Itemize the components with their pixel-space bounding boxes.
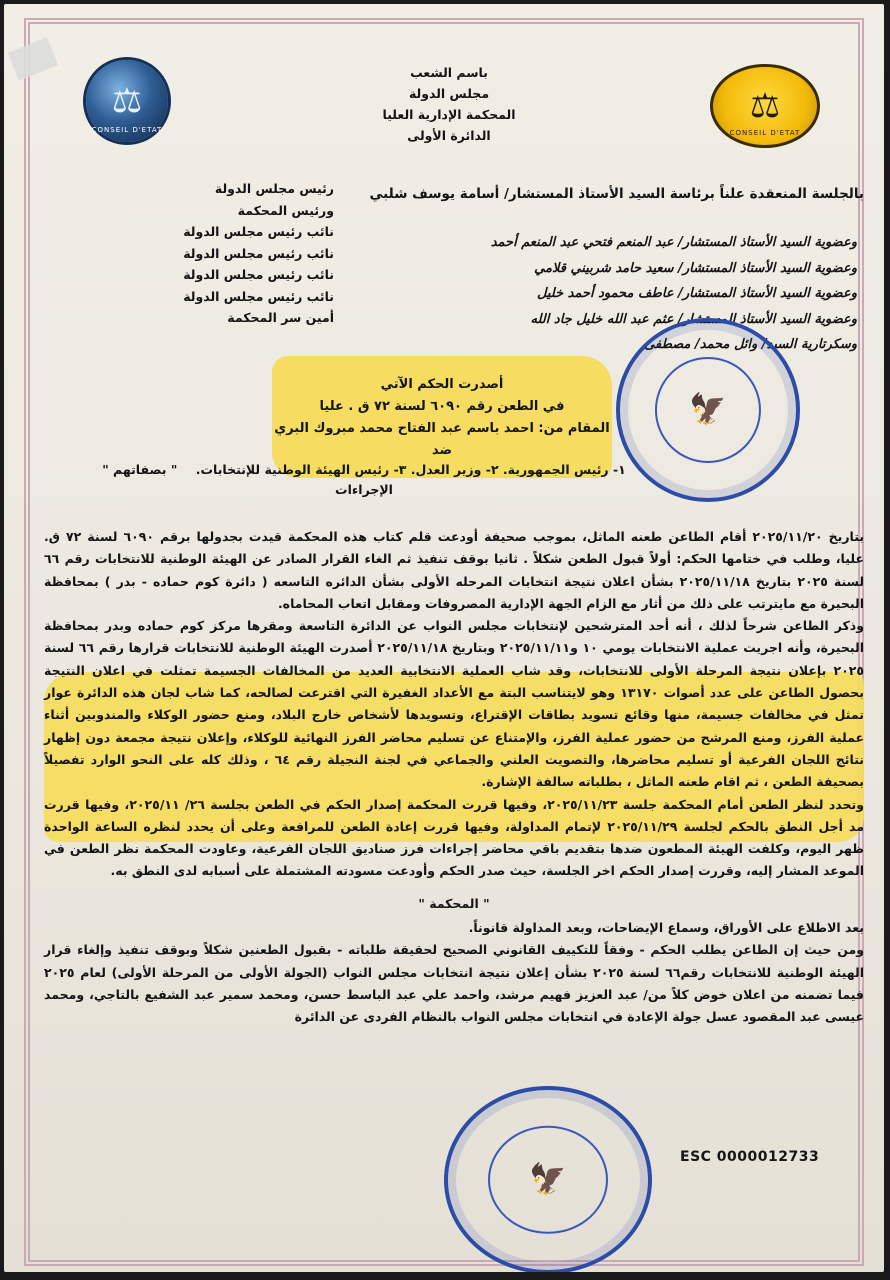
member-title: نائب رئيس مجلس الدولة (183, 224, 334, 239)
judgment-body (44, 526, 864, 1029)
header-line: الدائرة الأولى (407, 128, 491, 143)
header-line: مجلس الدولة (408, 86, 490, 101)
member-title: نائب رئيس مجلس الدولة (183, 267, 334, 282)
capacity-label: " بصفاتهم " (102, 462, 178, 477)
header-line: باسم الشعب (410, 65, 488, 80)
document-header (334, 62, 564, 146)
plaintiff: المقام من: احمد باسم عبد الفتاح محمد مبروك البري (274, 421, 610, 436)
right-emblem (710, 64, 820, 148)
member-line: وعضوية السيد الأستاذ المستشار/ سعيد حامد شربيني قلامي (534, 260, 857, 276)
scales-of-justice-icon: ⚖ (749, 86, 781, 126)
header-line: المحكمة الإدارية العليا (382, 107, 516, 122)
emblem-caption: CONSEIL D'ETAT (91, 126, 163, 134)
member-title: نائب رئيس مجلس الدولة (183, 245, 334, 261)
court-members (304, 230, 857, 358)
paragraph: وتحدد لنظر الطعن أمام المحكمة جلسة ٢٠٢٥/١١/٢٣، وفيها قررت المحكمة إصدار الحكم في الطعن بجلسة ٢٦/ ٢٠٢٥/١١، وفيها قررت مد أجل النطق بالحكم لجلسة ٢٠٢٥/١١/٢٩ لإتمام المداولة، وفيها قررت إعادة الطعن للمرافعة وعلى أن يحدد لنظره الساعة الواحدة ظهر اليوم، وكلفت الهيئة المطعون ضدها بتقديم باقي محاضر إجراءات فرز صناديق اللجان الفرعية، وعاودت المحكمة نظر الطعن في الموعد المشار إليه، وقررت إصدار الحكم اخر الجلسة، حيث صدر الحكم وأودعت مسودته المشتملة على أسبابه لدى النطق به. (44, 796, 864, 879)
member-title: رئيس مجلس الدولة (214, 181, 334, 196)
member-title: ورئيس المحكمة (237, 202, 334, 218)
member-line: وعضوية السيد الأستاذ المستشار/ عبد المنعم فتحي عبد المنعم أحمد (490, 235, 857, 250)
procedures-heading: الإجراءات (335, 482, 393, 497)
document-page (4, 4, 884, 1272)
eagle-emblem-icon: 🦅 (529, 1162, 567, 1197)
member-title: نائب رئيس مجلس الدولة (183, 288, 334, 304)
scales-of-justice-icon: ⚖ (111, 81, 143, 121)
member-line: وسكرتارية السيد/ وائل محمد/ مصطفى (644, 337, 857, 352)
case-number: في الطعن رقم ٦٠٩٠ لسنة ٧٢ ق . عليا (319, 399, 565, 414)
paragraph: وذكر الطاعن شرحاً لذلك ، أنه أحد المترشحين لإنتخابات مجلس النواب عن الدائرة التاسعة ومقرها مركز كوم حماده وبدر بمحافظة البحيرة، وأنه اجريت عملية الانتخابات يومي ١٠ و٢٠٢٥/١١/١١ وبتاريخ ٢٠٢٥/١١/١٨ أصدرت الهيئة الوطنية للانتخابات قرارها رقم ٦٦ لسنة ٢٠٢٥ بإعلان نتيجة المرحلة الأولى للانتخابات، وقد شاب العملية الانتخابية العديد من المخالفات الجسيمة تمثلت في اعلان النتيجة بحصول الطاعن على عدد أصوات ١٣١٧٠ وهو لايتناسب البتة مع الأعداد الغفيرة التي اقترعت لصالحه، كما شاب لجان هذه الدائرة عوار تمثل في مخالفات جسيمة، منها وقائع تسويد بطاقات الإقتراع، وتسويدها لأشخاص خارج البلاد، ومنع حضور الوكلاء والمندوبين أثناء عملية الفرز، ومنع المرشح من حضور عملية الفرز، والإمتناع عن تسليم محاضر الفرز النهائية للوكلاء، وإعلان نتيجة مجمعة دون إظهار نتائج اللجان الفرعية أو تسليم محاضرها، والتصويت العلني والجماعي في لجنة النجيلة رقم ٦٤ ، وذلك كله على النحو الوارد تفصيلاً بصحيفة الطعن ، ثم اقام طعنه الماثل ، بطلباته سالفة الإشارة. (44, 618, 864, 790)
court-seal-stamp (444, 1086, 652, 1272)
respondent-list: ١- رئيس الجمهورية. ٢- وزير العدل. ٣- رئيس الهيئة الوطنية للإنتخابات. (195, 462, 626, 477)
court-heading: " المحكمة " (418, 895, 490, 911)
left-emblem (86, 60, 168, 142)
member-titles (114, 178, 334, 329)
paragraph: بتاريخ ٢٠٢٥/١١/٢٠ أقام الطاعن طعنه الماثل، بموجب صحيفة أودعت قلم كتاب هذه المحكمة قيدت بجدولها برقم ٦٠٩٠ لسنة ٧٢ ق. عليا، وطلب في ختامها الحكم: أولاً قبول الطعن شكلاً . ثانيا بوقف تنفيذ ثم الغاء القرار الصادر عن الهيئة الوطنية للانتخابات رقم ٦٦ لسنة ٢٠٢٥ بتاريخ ٢٠٢٥/١١/١٨ بشأن اعلان نتيجة انتخابات المرحله الأولى بشأن الدائره التاسعه ( دائرة كوم حماده - بدر ) بمحافظة البحيرة مع مايترتب على ذلك من أثار مع الزام الجهة الإدارية المصروفات ومقابل اتعاب المحاماه. (44, 529, 865, 611)
member-line: وعضوية السيد الأستاذ المستشار/ عاطف محمود أحمد خليل (537, 286, 857, 301)
paragraph: ومن حيث إن الطاعن يطلب الحكم - وفقاً للتكييف القانوني الصحيح لحقيقة طلباته - بقبول الطعنين شكلاً وبوقف تنفيذ وإلغاء قرار الهيئة الوطنية للانتخابات رقم٦٦ لسنة ٢٠٢٥ بشأن إعلان نتيجة انتخابات مجلس النواب (الجولة الأولى من المرحلة الأولى) لعام ٢٠٢٥ فيما تضمنه من اعلان خوض كلاً من/ عبد العزيز فهيم مرشد، واحمد علي عبد الباسط حسن، ومحمد سمير عبد الشفيع بالتاجي، ومحمد عيسى عبد المقصود عسل جولة الإعادة في انتخابات مجلس النواب بالنظام الفردى عن الدائرة (44, 942, 864, 1025)
against: ضد (431, 443, 453, 458)
esc-code: ESC 0000012733 (680, 1149, 820, 1165)
eagle-emblem-icon: 🦅 (689, 392, 727, 427)
verdict-block (272, 374, 612, 462)
member-title: أمين سر المحكمة (227, 310, 334, 325)
respondents (74, 460, 654, 500)
paragraph: بعد الاطلاع على الأوراق، وسماع الإيضاحات، وبعد المداولة قانوناً. (468, 920, 864, 936)
session-line: بالجلسة المنعقدة علناً برئاسة السيد الأستاذ المستشار/ أسامة يوسف شلبي (369, 186, 864, 202)
verdict-title: أصدرت الحكم الآتي (380, 377, 504, 392)
member-line: وعضوية السيد الأستاذ المستشار/ عثم عبد الله خليل جاد الله (530, 311, 857, 327)
emblem-caption: CONSEIL D'ETAT (729, 129, 801, 137)
